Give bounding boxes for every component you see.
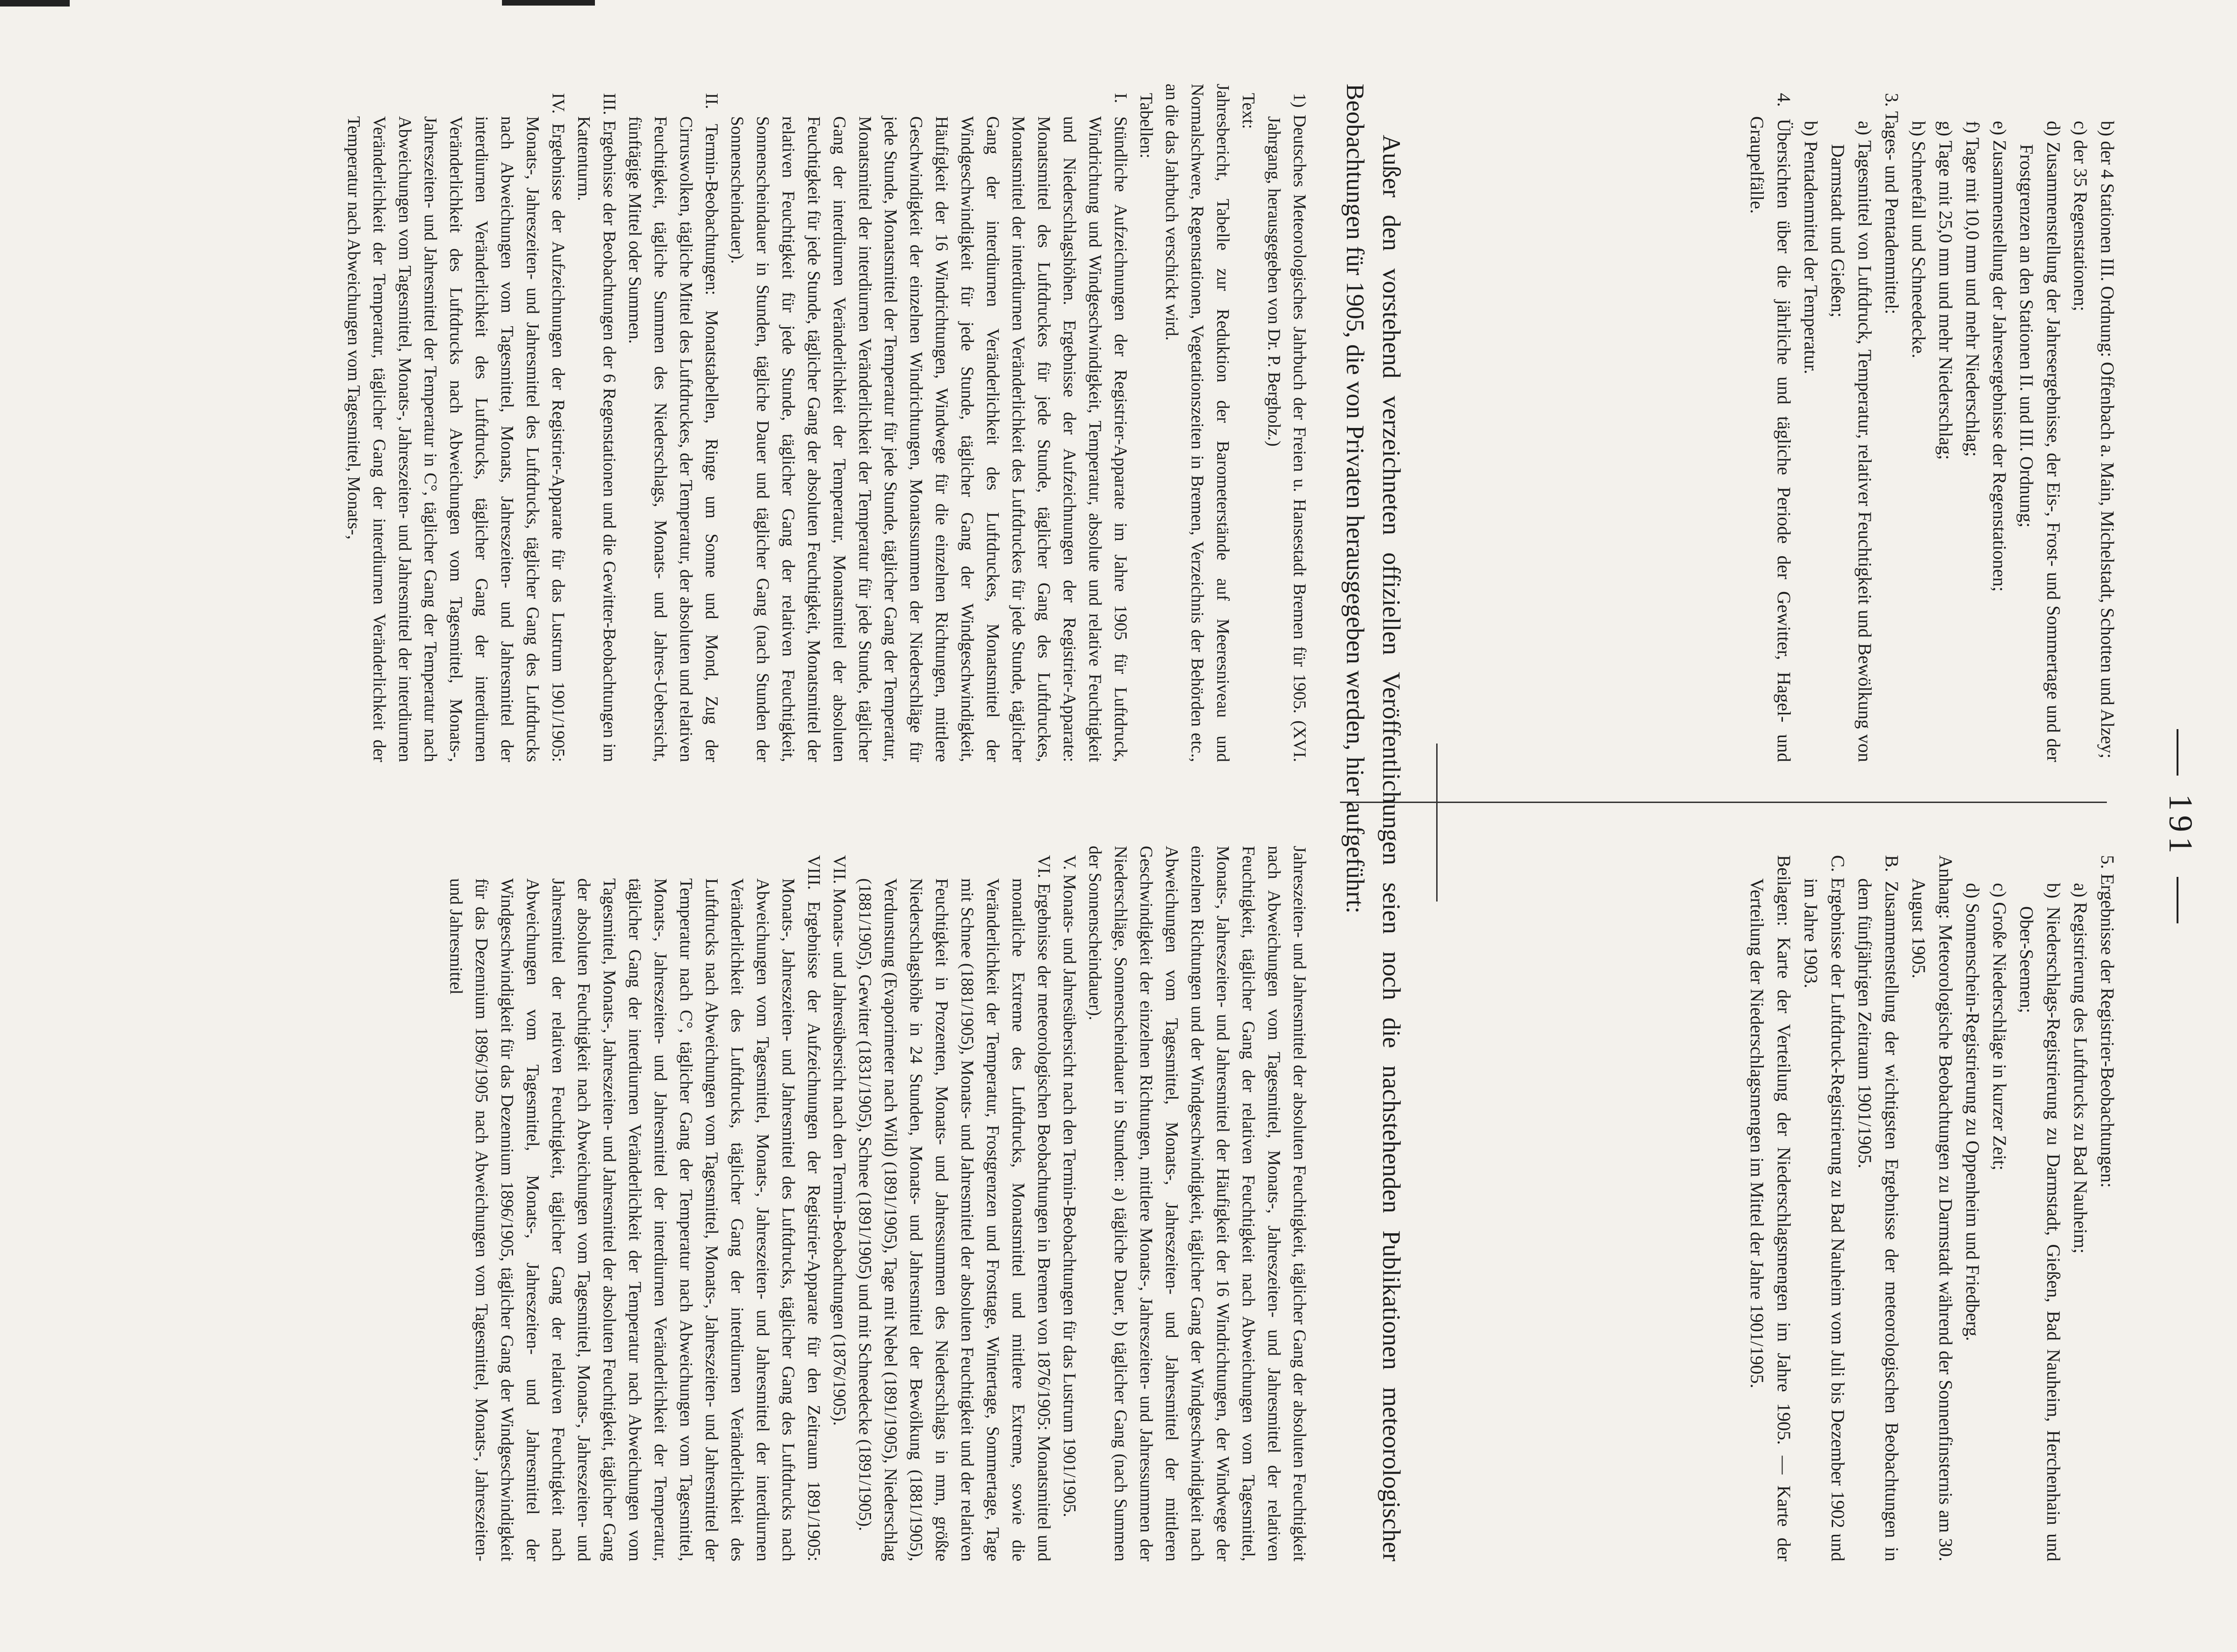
text-paragraph: Beilagen: Karte der Verteilung der Niederschlagsmengen im Jahre 1905. — Karte der Verteilung der Niederschlagsmengen im Mittel der Jahre 1901/1905. [1747,855,1795,1561]
text-paragraph: VI. Ergebnisse der meteorologischen Beobachtungen in Bremen von 1876/1905: Monatsmittel und monatliche Extreme des Luftdrucks, Monatsmittel und mittlere Extreme, sowie die Veränderlichkeit der Temperatur, Frostgrenzen und Frosttage, Wintertage, Sommertage, Tage mit Schnee (1881/1905), Monats- und Jahresmittel der absoluten Feuchtigkeit und der relativen Feuchtigkeit in Prozenten, Monats- und Jahressummen des Niederschlags in mm, größte Niederschlagshöhe in 24 Stunden, Monats- und Jahresmittel der Bewölkung (1881/1905), Verdunstung (Evaporimeter nach Wild) (1891/1905), Tage mit Nebel (1891/1905), Niederschlag (1881/1905), Gewitter (1831/1905), Schnee (1891/1905) und mit Schneedecke (1891/1905). [855,855,1054,1561]
section-rule [1436,744,1438,902]
text-paragraph: Jahresbericht, Tabelle zur Reduktion der Barometerstände auf Meeresniveau und Normalschwere, Regenstationen, Vegetationszeiten in Bremen, Verzeichnis der Behörden etc., an die das Jahrbuch verschickt wird. [1162,84,1233,762]
text-paragraph: VII. Monats- und Jahresübersicht nach den Termin-Beobachtungen (1876/1905). [830,855,849,1426]
text-paragraph: c) Große Niederschläge in kurzer Zeit; [1989,883,2010,1171]
lower-section [57,84,1312,1561]
upper-left-column [1743,84,2121,762]
text-paragraph: a) Tagesmittel von Luftdruck, Temperatur, relativer Feuchtigkeit und Bewölkung von Darmstadt und Gießen; [1828,121,1875,762]
text-paragraph: h) Schneefall und Schneedecke. [1908,121,1929,358]
text-paragraph: VIII. Ergebnisse der Aufzeichnungen der Registrier-Apparate für den Zeitraum 1891/1905: Monats-, Jahreszeiten- und Jahresmittel des Luftdrucks, täglicher Gang des Luftdrucks nach Abweichungen vom Tagesmittel, Monats-, Jahreszeiten- und Jahresmittel der interdiurnen Veränderlichkeit des Luftdrucks, täglicher Gang der interdiurnen Veränderlichkeit des Luftdrucks nach Abweichungen vom Tagesmittel, Monats-, Jahreszeiten- und Jahresmittel der Temperatur nach C°, täglicher Gang der Temperatur nach Abweichungen vom Tagesmittel, Monats-, Jahreszeiten- und Jahresmittel der interdiurnen Veränderlichkeit der Temperatur, täglicher Gang der interdiurnen Veränderlichkeit der Temperatur nach Abweichungen vom Tagesmittel, Monats-, Jahreszeiten- und Jahresmittel der absoluten Feuchtigkeit, täglicher Gang der absoluten Feuchtigkeit nach Abweichungen vom Tagesmittel, Monats-, Jahreszeiten- und Jahresmittel der relativen Feuchtigkeit, täglicher Gang der relativen Feuchtigkeit nach Abweichungen vom Tagesmittel, Monats-, Jahreszeiten- und Jahresmittel der Windgeschwindigkeit für das Dezennium 1896/1905, täglicher Gang der Windgeschwindigkeit für das Dezennium 1896/1905 nach Abweichungen vom Tagesmittel, Monats-, Jahreszeiten- und Jahresmittel [446,855,824,1561]
text-paragraph: I. Stündliche Aufzeichnungen der Registrier-Apparate im Jahre 1905 für Luftdruck, Windrichtung und Windgeschwindigkeit, Temperatur, absolute und relative Feuchtigkeit und Niederschlagshöhen. Ergebnisse der Aufzeichnungen der Registrier-Apparate: Monatsmittel des Luftdruckes für jede Stunde, täglicher Gang des Luftdruckes, Monatsmittel der interdiurnen Veränderlichkeit des Luftdruckes für jede Stunde, täglicher Gang der interdiurnen Veränderlichkeit des Luftdruckes, Monatsmittel der Windgeschwindigkeit für jede Stunde, täglicher Gang der Windgeschwindigkeit, Häufigkeit der 16 Windrichtungen, Windwege für die einzelnen Richtungen, mittlere Geschwindigkeit der einzelnen Windrichtungen, Monatssummen der Niederschläge für jede Stunde, Monatsmittel der Temperatur für jede Stunde, täglicher Gang der Temperatur, Monatsmittel der interdiurnen Veränderlichkeit der Temperatur für jede Stunde, täglicher Gang der interdiurnen Veränderlichkeit der Temperatur, Monatsmittel der absoluten Feuchtigkeit für jede Stunde, täglicher Gang der absoluten Feuchtigkeit, Monatsmittel der relativen Feuchtigkeit für jede Stunde, täglicher Gang der relativen Feuchtigkeit, Sonnenscheindauer in Stunden, tägliche Dauer und täglicher Gang (nach Stunden der Sonnenscheindauer). [727,93,1130,762]
text-paragraph: e) Zusammenstellung der Jahresergebnisse der Regenstationen; [1989,121,2010,592]
text-paragraph: d) Zusammenstellung der Jahresergebnisse, der Eis-, Frost- und Sommertage und der Frostgrenzen an den Stationen II. und III. Ordnung; [2016,121,2064,762]
text-paragraph: Jahreszeiten- und Jahresmittel der absoluten Feuchtigkeit, täglicher Gang der absoluten Feuchtigkeit nach Abweichungen vom Tagesmittel, Monats-, Jahreszeiten- und Jahresmittel der relativen Feuchtigkeit, täglicher Gang der relativen Feuchtigkeit nach Abweichungen vom Tagesmittel, Monats-, Jahreszeiten- und Jahresmittel der Häufigkeit der 16 Windrichtungen, der Windwege der einzelnen Richtungen und der Windgeschwindigkeit, täglicher Gang der Windgeschwindigkeit nach Abweichungen vom Tagesmittel, Monats-, Jahreszeiten- und Jahresmittel der mittleren Geschwindigkeit der einzelnen Richtungen, mittlere Monats-, Jahreszeiten- und Jahressummen der Niederschläge, Sonnenscheindauer in Stunden: a) tägliche Dauer, b) täglicher Gang (nach Summen der Sonnenscheindauer). [1085,846,1309,1561]
text-paragraph: B. Zusammenstellung der wichtigsten Ergebnisse der meteorologischen Beobachtungen in dem fünfjährigen Zeitraum 1901/1905. [1854,855,1902,1561]
text-paragraph: b) Pentadenmittel der Temperatur. [1801,121,1821,375]
text-paragraph: b) der 4 Stationen III. Ordnung: Offenbach a. Main, Michelstadt, Schotten und Alzey; [2097,121,2118,759]
text-paragraph: II. Termin-Beobachtungen: Monatstabellen, Ringe um Sonne und Mond, Zug der Cirruswolken, tägliche Mittel des Luftdruckes, der Temperatur, der absoluten und relativen Feuchtigkeit, tägliche Summen des Niederschlags, Monats- und Jahres-Uebersicht, fünftägige Mittel oder Summen. [625,93,721,762]
upper-right-column [1743,846,2121,1561]
text-paragraph: 4. Übersichten über die jährliche und tägliche Periode der Gewitter, Hagel- und Graupelfälle. [1747,93,1795,762]
text-paragraph: f) Tage mit 10,0 mm und mehr Niederschlag; [1962,121,1983,457]
text-paragraph: 3. Tages- und Pentadenmittel: [1881,93,1902,315]
text-paragraph: c) der 35 Regenstationen; [2070,121,2091,311]
upper-section [1447,84,2121,1561]
text-paragraph: III. Ergebnisse der Beobachtungen der 6 Regenstationen und die Gewitter-Beobachtungen im Kattenturm. [574,93,619,762]
column-divider [1340,802,2107,803]
text-paragraph: b) Niederschlags-Registrierung zu Darmstadt, Gießen, Bad Nauheim, Herchenhain und Ober-Seemen; [2016,883,2064,1561]
text-paragraph: g) Tage mit 25,0 mm und mehr Niederschlag; [1935,121,1956,460]
text-paragraph: C. Ergebnisse der Luftdruck-Registrierung zu Bad Nauheim vom Juli bis Dezember 1902 und im Jahre 1903. [1801,855,1848,1561]
text-paragraph: Text: [1239,93,1258,129]
lower-left-column [341,84,1312,762]
text-paragraph: d) Sonnenschein-Registrierung zu Oppenheim und Friedberg. [1962,883,1983,1341]
page-number: 191 [2161,0,2200,1652]
text-paragraph: Tabellen: [1136,93,1156,158]
section-heading: Außer den vorstehend verzeichneten offiziellen Veröffentlichungen seien noch die nachstehenden Publikationen meteorologischer Beobachtungen für 1905, die von Privaten herausgegeben werden, hier aufgeführt: [1341,84,1406,1561]
lower-right-column [443,846,1312,1561]
text-paragraph: 5. Ergebnisse der Registrier-Beobachtungen: [2097,855,2118,1188]
text-paragraph: 1) Deutsches Meteorologisches Jahrbuch der Freien u. Hansestadt Bremen für 1905. (XVI. Jahrgang, herausgegeben von Dr. P. Bergholz.) [1264,93,1309,762]
text-paragraph: a) Registrierung des Luftdrucks zu Bad Nauheim; [2070,883,2091,1254]
text-paragraph: IV. Ergebnisse der Aufzeichnungen der Registrier-Apparate für das Lustrum 1901/1905: Monats-, Jahreszeiten- und Jahresmittel des Luftdrucks, täglicher Gang des Luftdrucks nach Abweichungen vom Tagesmittel, Monats, Jahreszeiten- und Jahresmittel der interdiurnen Veränderlichkeit des Luftdrucks, täglicher Gang der interdiurnen Veränderlichkeit des Luftdrucks nach Abweichungen vom Tagesmittel, Monats-, Jahreszeiten- und Jahresmittel der Temperatur in C°, täglicher Gang der Temperatur nach Abweichungen vom Tagesmittel, Monats-, Jahreszeiten- und Jahresmittel der interdiurnen Veränderlichkeit der Temperatur, täglicher Gang der interdiurnen Veränderlichkeit der Temperatur nach Abweichungen vom Tagesmittel, Monats-, [344,93,568,762]
text-paragraph: Anhang: Meteorologische Beobachtungen zu Darmstadt während der Sonnenfinsternis am 30. August 1905. [1908,855,1956,1561]
text-paragraph: V. Monats- und Jahresübersicht nach den Termin-Beobachtungen für das Lustrum 1901/1905. [1060,855,1079,1517]
